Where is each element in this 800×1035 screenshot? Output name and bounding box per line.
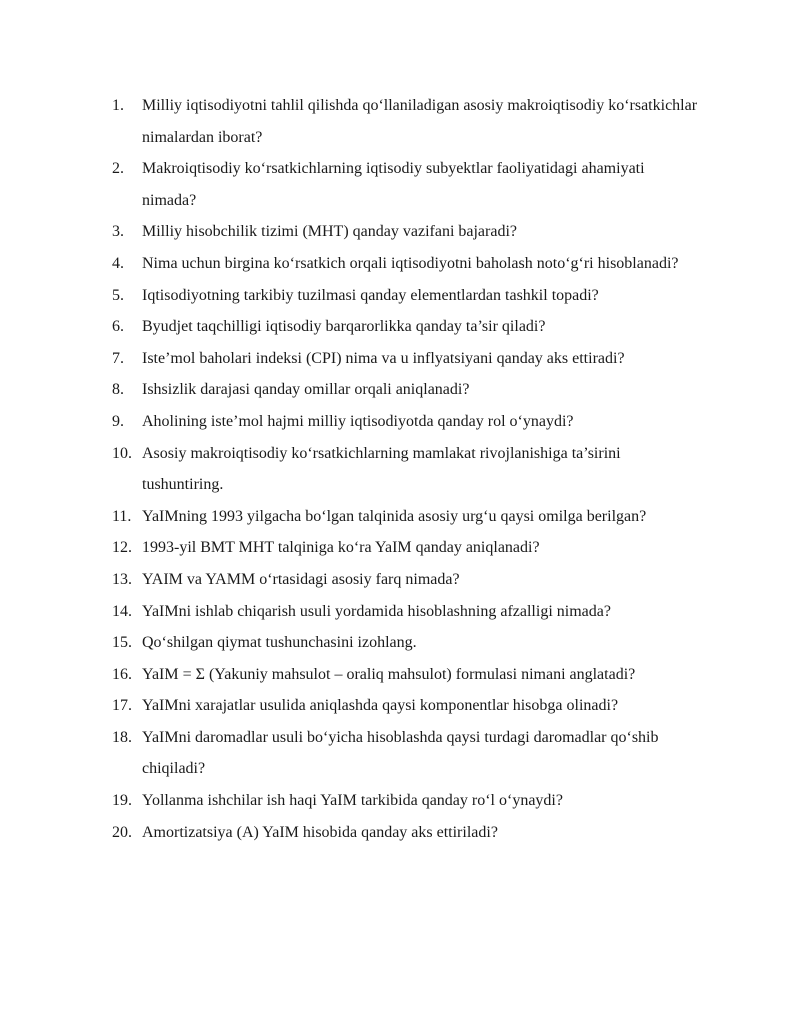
list-item: [112, 564, 702, 596]
question-text: Byudjet taqchilligi iqtisodiy barqarorlikka qanday ta’sir qiladi?: [142, 318, 546, 336]
question-text: YaIMni xarajatlar usulida aniqlashda qaysi komponentlar hisobga olinadi?: [142, 697, 619, 715]
question-number: 6.: [112, 318, 124, 336]
question-text: 1993-yil BMT MHT talqiniga ko‘ra YaIM qanday aniqlanadi?: [142, 539, 540, 557]
question-number: 12.: [112, 539, 132, 557]
list-item: [112, 532, 702, 564]
list-item: [112, 374, 702, 406]
list-item: [112, 406, 702, 438]
question-number: 20.: [112, 823, 132, 841]
list-item: [112, 785, 702, 817]
question-text: YaIMni daromadlar usuli bo‘yicha hisoblashda qaysi turdagi daromadlar qo‘shib chiqiladi?: [142, 728, 659, 778]
question-number: 13.: [112, 570, 132, 588]
question-number: 15.: [112, 634, 132, 652]
question-list: [112, 90, 702, 848]
list-item: [112, 153, 702, 216]
list-item: [112, 627, 702, 659]
question-text: Milliy hisobchilik tizimi (MHT) qanday vazifani bajaradi?: [142, 223, 518, 241]
question-number: 18.: [112, 728, 132, 746]
question-number: 10.: [112, 444, 132, 462]
list-item: [112, 90, 702, 153]
list-item: [112, 280, 702, 312]
question-number: 1.: [112, 97, 124, 114]
list-item: [112, 311, 702, 343]
question-number: 16.: [112, 665, 132, 683]
question-number: 8.: [112, 381, 124, 399]
list-item: [112, 343, 702, 375]
list-item: [112, 438, 702, 501]
question-number: 19.: [112, 792, 132, 810]
list-item: [112, 722, 702, 785]
list-item: [112, 659, 702, 691]
question-number: 11.: [112, 507, 132, 525]
question-number: 5.: [112, 286, 124, 304]
question-number: 7.: [112, 349, 124, 367]
question-number: 3.: [112, 223, 124, 241]
list-item: [112, 216, 702, 248]
question-text: YAIM va YAMM o‘rtasidagi asosiy farq nimada?: [142, 570, 460, 588]
question-number: 2.: [112, 160, 124, 178]
question-text: Qo‘shilgan qiymat tushunchasini izohlang.: [142, 634, 417, 652]
question-text: YaIMning 1993 yilgacha bo‘lgan talqinida asosiy urg‘u qaysi omilga berilgan?: [142, 507, 647, 525]
question-number: 17.: [112, 697, 132, 715]
question-text: Milliy iqtisodiyotni tahlil qilishda qo‘llaniladigan asosiy makroiqtisodiy ko‘rsatkichlar nimalardan iborat?: [142, 97, 698, 146]
question-text: Asosiy makroiqtisodiy ko‘rsatkichlarning mamlakat rivojlanishiga ta’sirini tushuntiring.: [142, 444, 621, 494]
question-number: 4.: [112, 254, 124, 272]
question-text: YaIMni ishlab chiqarish usuli yordamida hisoblashning afzalligi nimada?: [142, 602, 611, 620]
list-item: [112, 596, 702, 628]
question-text: Makroiqtisodiy ko‘rsatkichlarning iqtisodiy subyektlar faoliyatidagi ahamiyati nimada?: [142, 160, 645, 209]
question-text: Amortizatsiya (A) YaIM hisobida qanday aks ettiriladi?: [142, 823, 498, 841]
question-text: Iqtisodiyotning tarkibiy tuzilmasi qanday elementlardan tashkil topadi?: [142, 286, 599, 304]
question-number: 14.: [112, 602, 132, 620]
question-text: Iste’mol baholari indeksi (CPI) nima va u inflyatsiyani qanday aks ettiradi?: [142, 349, 625, 367]
question-text: Yollanma ishchilar ish haqi YaIM tarkibida qanday ro‘l o‘ynaydi?: [142, 792, 563, 810]
question-text: Nima uchun birgina ko‘rsatkich orqali iqtisodiyotni baholash noto‘g‘ri hisoblanadi?: [142, 254, 679, 272]
list-item: [112, 248, 702, 280]
question-text: Ishsizlik darajasi qanday omillar orqali aniqlanadi?: [142, 381, 470, 399]
question-text: YaIM = Σ (Yakuniy mahsulot – oraliq mahsulot) formulasi nimani anglatadi?: [142, 665, 636, 683]
question-number: 9.: [112, 412, 124, 430]
list-item: [112, 501, 702, 533]
list-item: [112, 690, 702, 722]
list-item: [112, 817, 702, 849]
question-text: Aholining iste’mol hajmi milliy iqtisodiyotda qanday rol o‘ynaydi?: [142, 412, 574, 430]
